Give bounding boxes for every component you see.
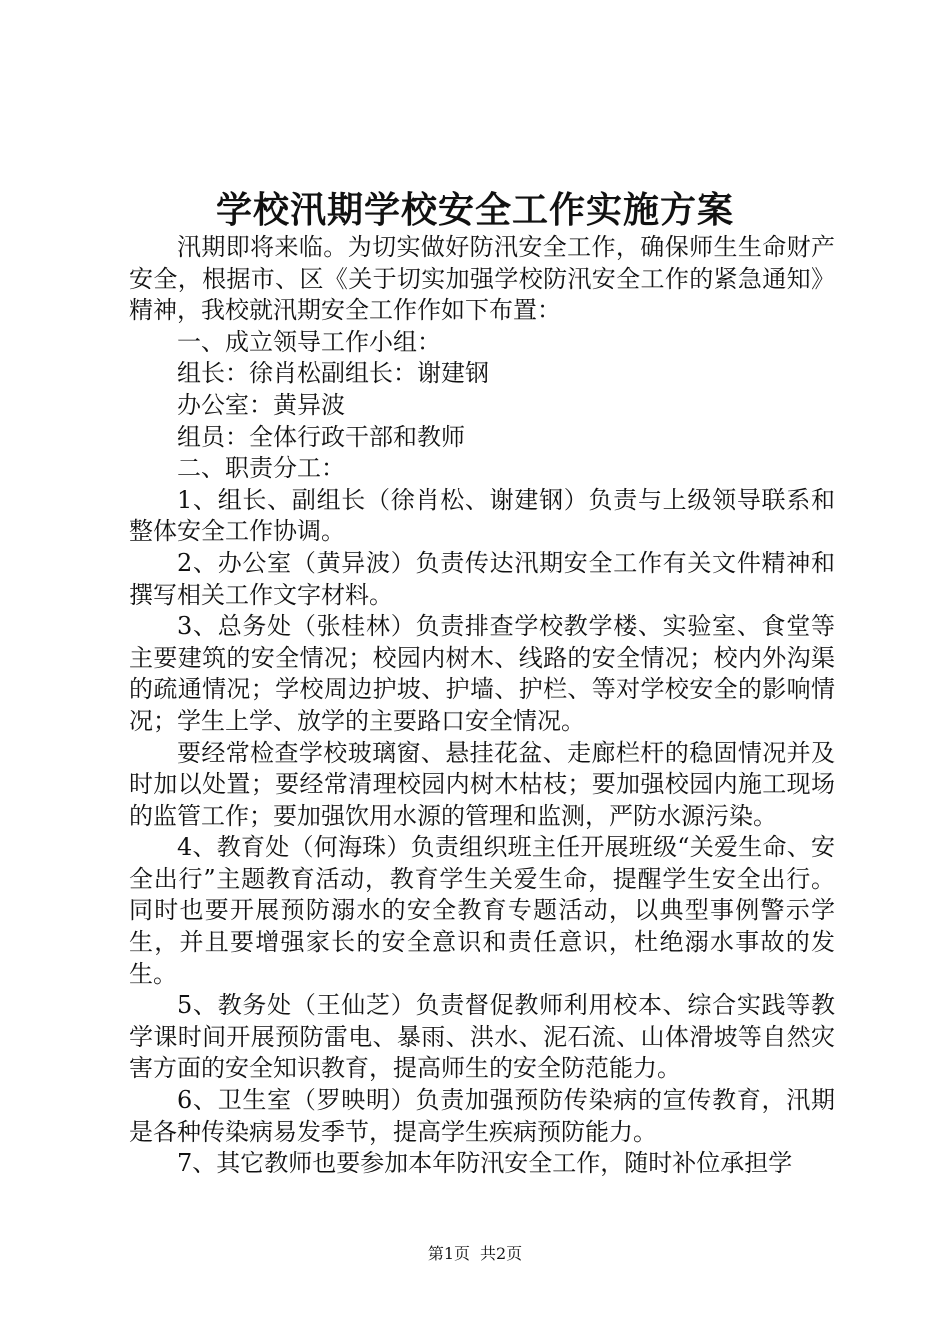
paragraph-intro: 汛期即将来临。为切实做好防汛安全工作，确保师生生命财产安全，根据市、区《关于切实加强学校防汛安全工作的紧急通知》精神，我校就汛期安全工作作如下布置： — [129, 233, 835, 325]
paragraph-duty-5: 5、教务处（王仙芝）负责督促教师利用校本、综合实践等教学课时间开展预防雷电、暴雨、洪水、泥石流、山体滑坡等自然灾害方面的安全知识教育，提高师生的安全防范能力。 — [129, 991, 835, 1083]
document-title: 学校汛期学校安全工作实施方案 — [215, 189, 734, 231]
section-heading-duties: 二、职责分工： — [177, 454, 345, 483]
paragraph-group-leaders: 组长：徐肖松副组长：谢建钢 — [177, 359, 489, 388]
paragraph-duty-6: 6、卫生室（罗映明）负责加强预防传染病的宣传教育，汛期是各种传染病易发季节，提高学生疾病预防能力。 — [129, 1086, 835, 1146]
paragraph-duty-7: 7、其它教师也要参加本年防汛安全工作，随时补位承担学 — [177, 1149, 793, 1178]
section-heading-leadership: 一、成立领导工作小组： — [177, 327, 441, 356]
page-footer — [0, 1243, 950, 1265]
paragraph-office: 办公室：黄异波 — [177, 390, 345, 419]
document-body — [129, 232, 835, 1180]
paragraph-duty-3: 3、总务处（张桂林）负责排查学校教学楼、实验室、食堂等主要建筑的安全情况；校园内树木、线路的安全情况；校内外沟渠的疏通情况；学校周边护坡、护墙、护栏、等对学校安全的影响情况；学生上学、放学的主要路口安全情况。 — [129, 612, 835, 735]
paragraph-duty-4: 4、教育处（何海珠）负责组织班主任开展班级“关爱生命、安全出行”主题教育活动，教育学生关爱生命，提醒学生安全出行。同时也要开展预防溺水的安全教育专题活动，以典型事例警示学生，并且要增强家长的安全意识和责任意识，杜绝溺水事故的发生。 — [129, 833, 835, 988]
paragraph-members: 组员：全体行政干部和教师 — [177, 422, 465, 451]
page-total: 共2页 — [480, 1244, 523, 1263]
page-number: 第1页 — [427, 1244, 470, 1263]
paragraph-duty-2: 2、办公室（黄异波）负责传达汛期安全工作有关文件精神和撰写相关工作文字材料。 — [129, 548, 835, 609]
paragraph-duty-1: 1、组长、副组长（徐肖松、谢建钢）负责与上级领导联系和整体安全工作协调。 — [129, 485, 835, 546]
paragraph-duty-3-details: 要经常检查学校玻璃窗、悬挂花盆、走廊栏杆的稳固情况并及时加以处置；要经常清理校园内树木枯枝；要加强校园内施工现场的监管工作；要加强饮用水源的管理和监测，严防水源污染。 — [129, 738, 835, 830]
